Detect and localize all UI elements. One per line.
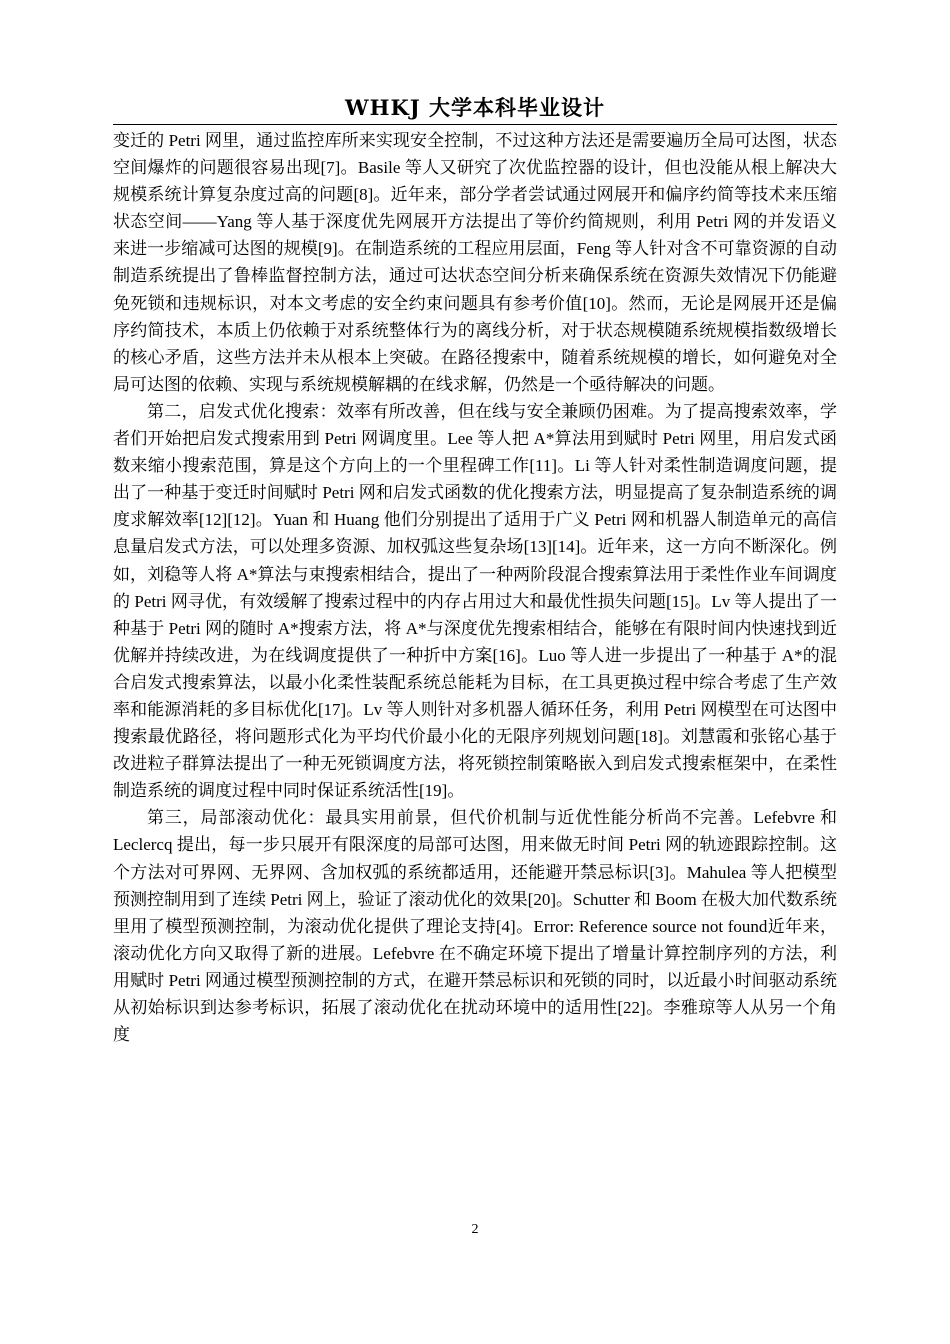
- paragraph-3: 第三，局部滚动优化：最具实用前景，但代价机制与近优性能分析尚不完善。Lefebvre 和 Leclercq 提出，每一步只展开有限深度的局部可达图，用来做无时间 Petri 网的轨迹跟踪控制。这个方法对可界网、无界网、含加权弧的系统都适用，还能避开禁忌标识[3]。Mahulea 等人把模型预测控制用到了连续 Petri 网上，验证了滚动优化的效果[20]。Schutter 和 Boom 在极大加代数系统里用了模型预测控制，为滚动优化提供了理论支持[4]。Error: Reference source not found近年来，滚动优化方向又取得了新的进展。Lefebvre 在不确定环境下提出了增量计算控制序列的方法，利用赋时 Petri 网通过模型预测控制的方式，在避开禁忌标识和死锁的同时，以近最小时间驱动系统从初始标识到达参考标识，拓展了滚动优化在扰动环境中的适用性[22]。李雅琼等人从另一个角度: [113, 808, 837, 1045]
- page-header-title: WHKJ 大学本科毕业设计: [345, 95, 605, 120]
- body-text: [113, 127, 837, 1048]
- paragraph-1: 变迁的 Petri 网里，通过监控库所来实现安全控制，不过这种方法还是需要遍历全局可达图，状态空间爆炸的问题很容易出现[7]。Basile 等人又研究了次优监控器的设计，但也没能从根上解决大规模系统计算复杂度过高的问题[8]。近年来，部分学者尝试通过网展开和偏序约简等技术来压缩状态空间——Yang 等人基于深度优先网展开方法提出了等价约简规则，利用 Petri 网的并发语义来进一步缩减可达图的规模[9]。在制造系统的工程应用层面，Feng 等人针对含不可靠资源的自动制造系统提出了鲁棒监督控制方法，通过可达状态空间分析来确保系统在资源失效情况下仍能避免死锁和违规标识，对本文考虑的安全约束问题具有参考价值[10]。然而，无论是网展开还是偏序约简技术，本质上仍依赖于对系统整体行为的离线分析，对于状态规模随系统规模指数级增长的核心矛盾，这些方法并未从根本上突破。在路径搜索中，随着系统规模的增长，如何避免对全局可达图的依赖、实现与系统规模解耦的在线求解，仍然是一个亟待解决的问题。: [113, 131, 837, 394]
- paragraph-2: 第二，启发式优化搜索：效率有所改善，但在线与安全兼顾仍困难。为了提高搜索效率，学者们开始把启发式搜索用到 Petri 网调度里。Lee 等人把 A*算法用到赋时 Petri 网里，用启发式函数来缩小搜索范围，算是这个方向上的一个里程碑工作[11]。Li 等人针对柔性制造调度问题，提出了一种基于变迁时间赋时 Petri 网和启发式函数的优化搜索方法，明显提高了复杂制造系统的调度求解效率[12][12]。Yuan 和 Huang 他们分别提出了适用于广义 Petri 网和机器人制造单元的高信息量启发式方法，可以处理多资源、加权弧这些复杂场[13][14]。近年来，这一方向不断深化。例如，刘稳等人将 A*算法与束搜索相结合，提出了一种两阶段混合搜索算法用于柔性作业车间调度的 Petri 网寻优，有效缓解了搜索过程中的内存占用过大和最优性损失问题[15]。Lv 等人提出了一种基于 Petri 网的随时 A*搜索方法，将 A*与深度优先搜索相结合，能够在有限时间内快速找到近优解并持续改进，为在线调度提供了一种折中方案[16]。Luo 等人进一步提出了一种基于 A*的混合启发式搜索算法，以最小化柔性装配系统总能耗为目标，在工具更换过程中综合考虑了生产效率和能源消耗的多目标优化[17]。Lv 等人则针对多机器人循环任务，利用 Petri 网模型在可达图中搜索最优路径，将问题形式化为平均代价最小化的无限序列规划问题[18]。刘慧霞和张铭心基于改进粒子群算法提出了一种无死锁调度方法，将死锁控制策略嵌入到启发式搜索框架中，在柔性制造系统的调度过程中同时保证系统活性[19]。: [113, 401, 837, 801]
- header-divider: [113, 124, 837, 125]
- page-number: 2: [471, 1222, 479, 1237]
